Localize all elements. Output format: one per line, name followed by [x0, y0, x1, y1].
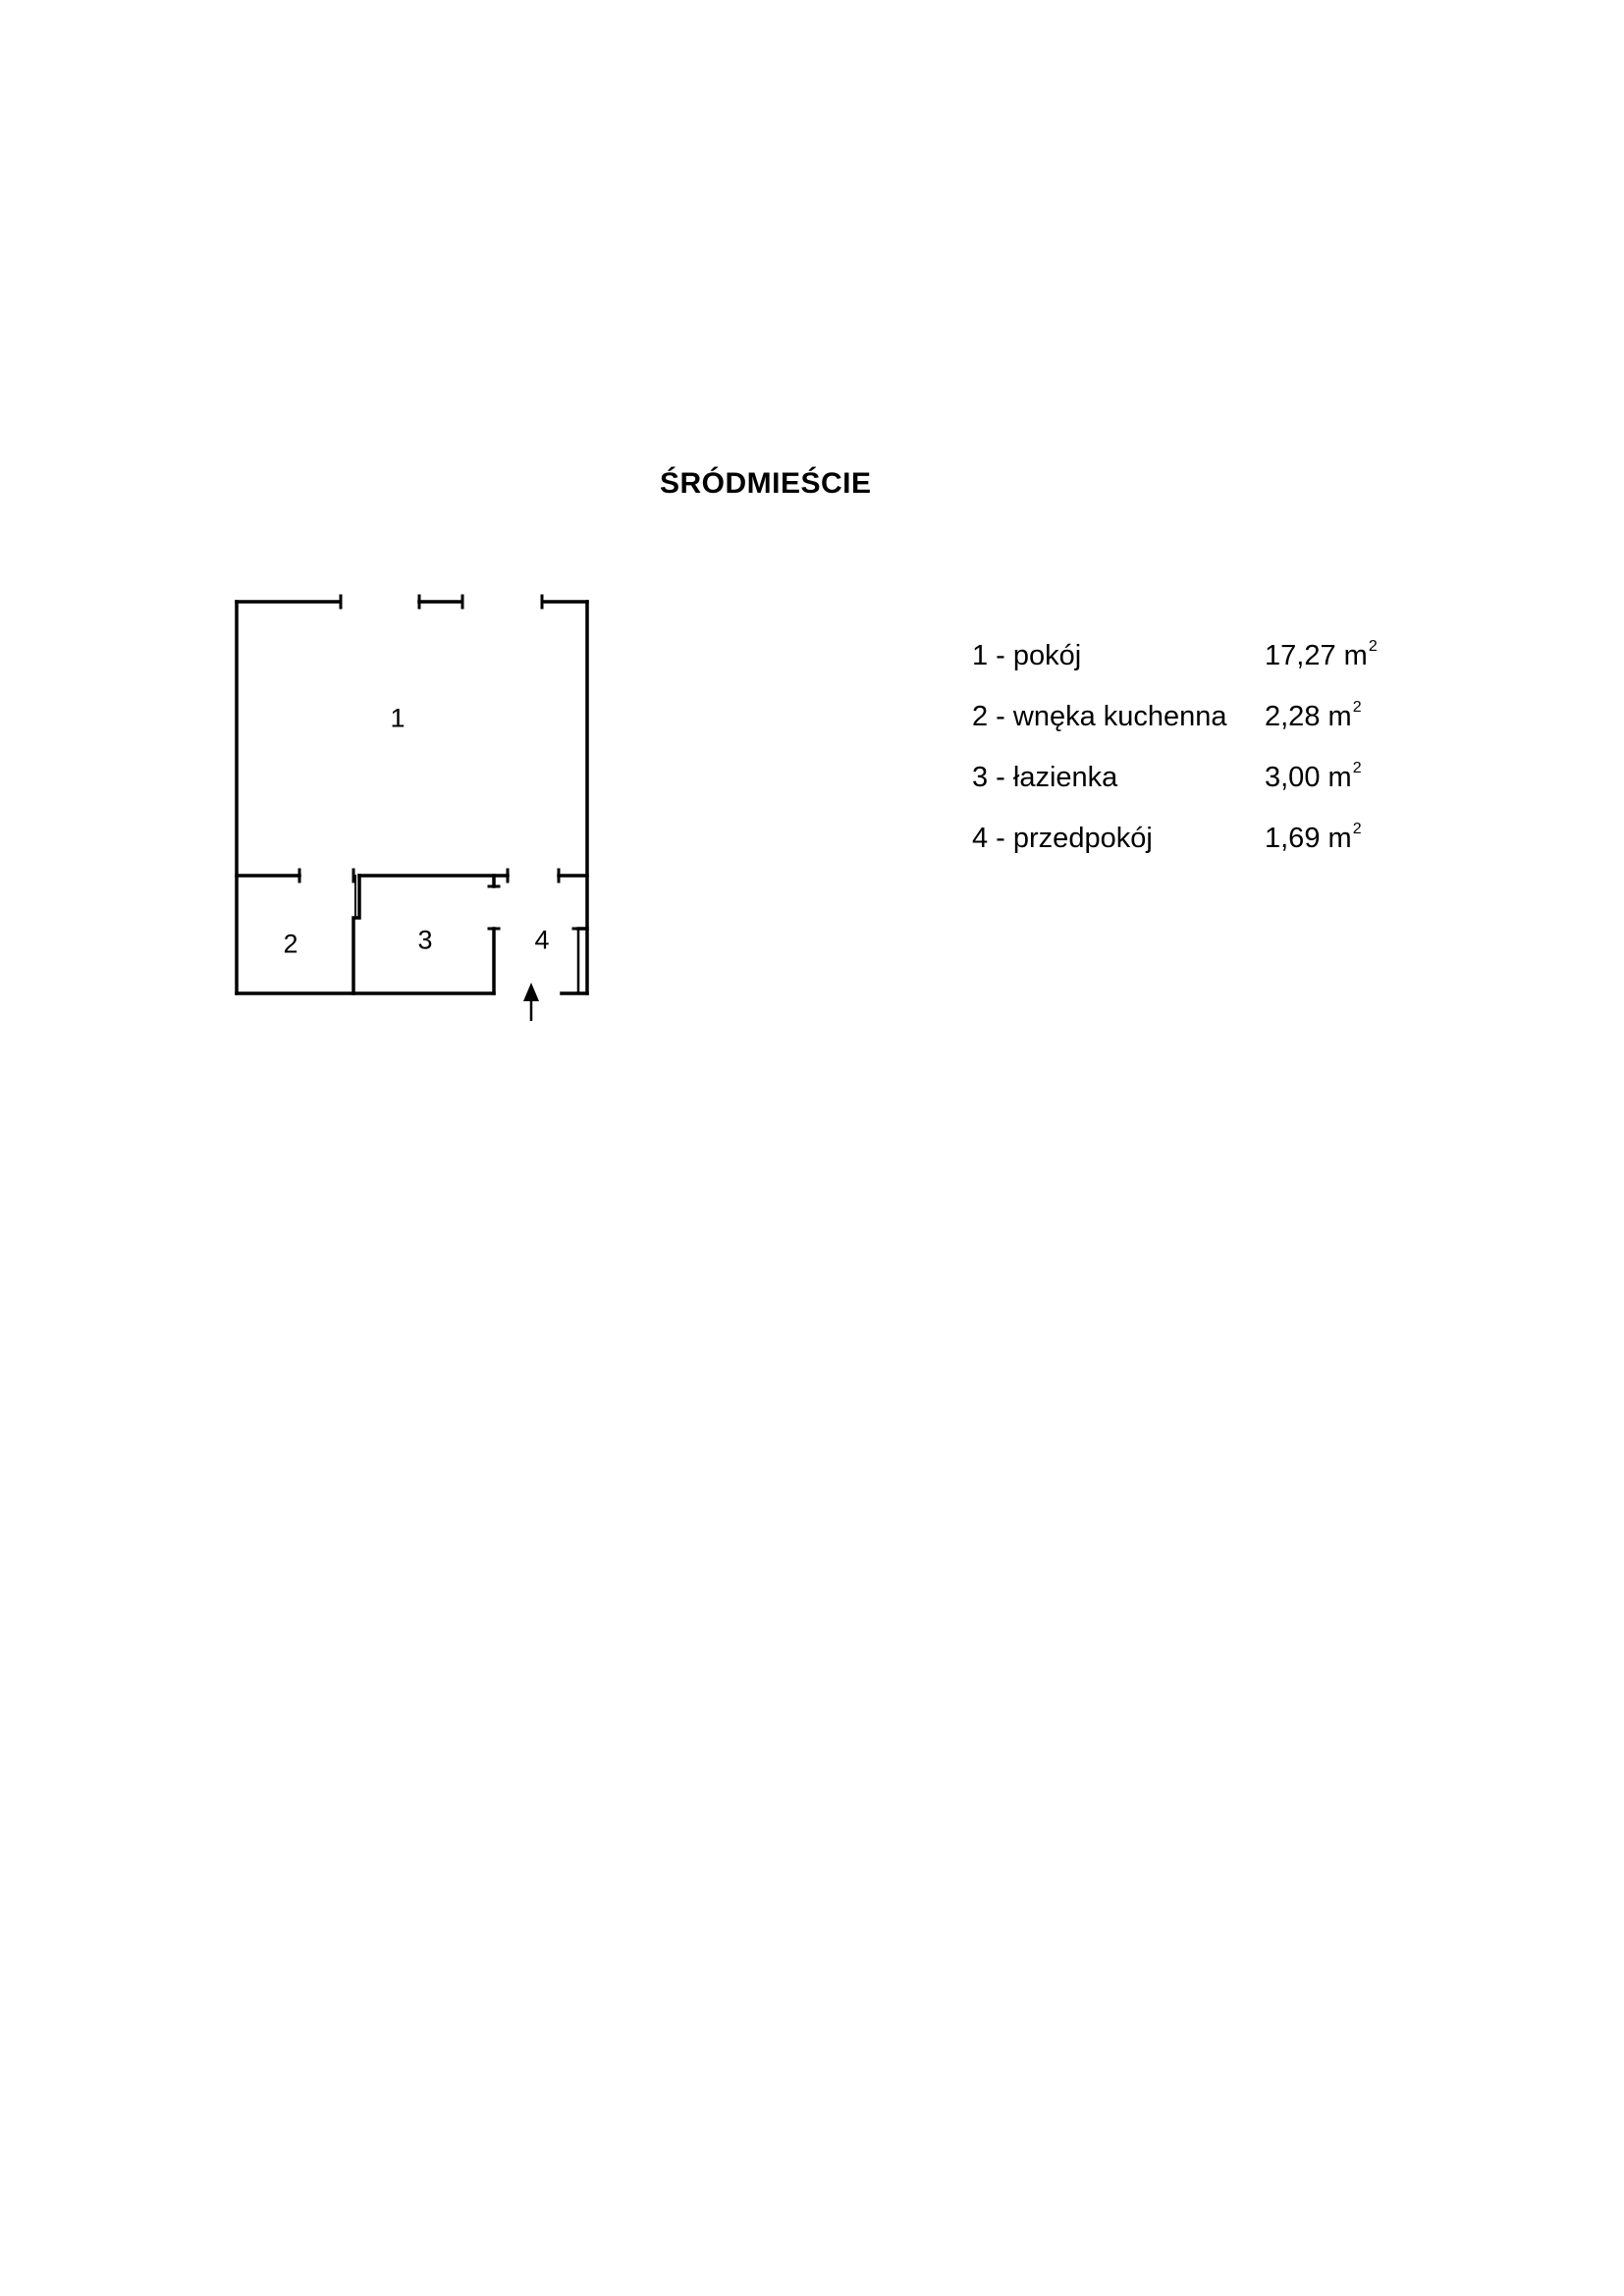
legend-room-name: 4 - przedpokój	[972, 823, 1153, 854]
legend-room-area: 3,00 $m^2$	[1265, 760, 1362, 793]
room-label-4: 4	[534, 925, 550, 955]
legend-room-name: 3 - łazienka	[972, 762, 1118, 793]
legend-room-area: 17,27 $m^2$	[1265, 638, 1378, 671]
room-label-2: 2	[283, 929, 298, 959]
legend-room-name: 2 - wnęka kuchenna	[972, 701, 1227, 732]
legend-row	[972, 697, 1443, 736]
room-label-3: 3	[417, 925, 433, 955]
page-title: ŚRÓDMIEŚCIE	[660, 467, 872, 500]
legend-row	[972, 636, 1443, 675]
legend-row	[972, 819, 1443, 858]
legend-row	[972, 758, 1443, 797]
legend-room-area: 2,28 $m^2$	[1265, 699, 1362, 732]
legend-room-area: 1,69 $m^2$	[1265, 821, 1362, 854]
legend-room-name: 1 - pokój	[972, 640, 1082, 671]
entrance-arrow-icon	[523, 983, 539, 1021]
room-label-1: 1	[390, 703, 406, 733]
